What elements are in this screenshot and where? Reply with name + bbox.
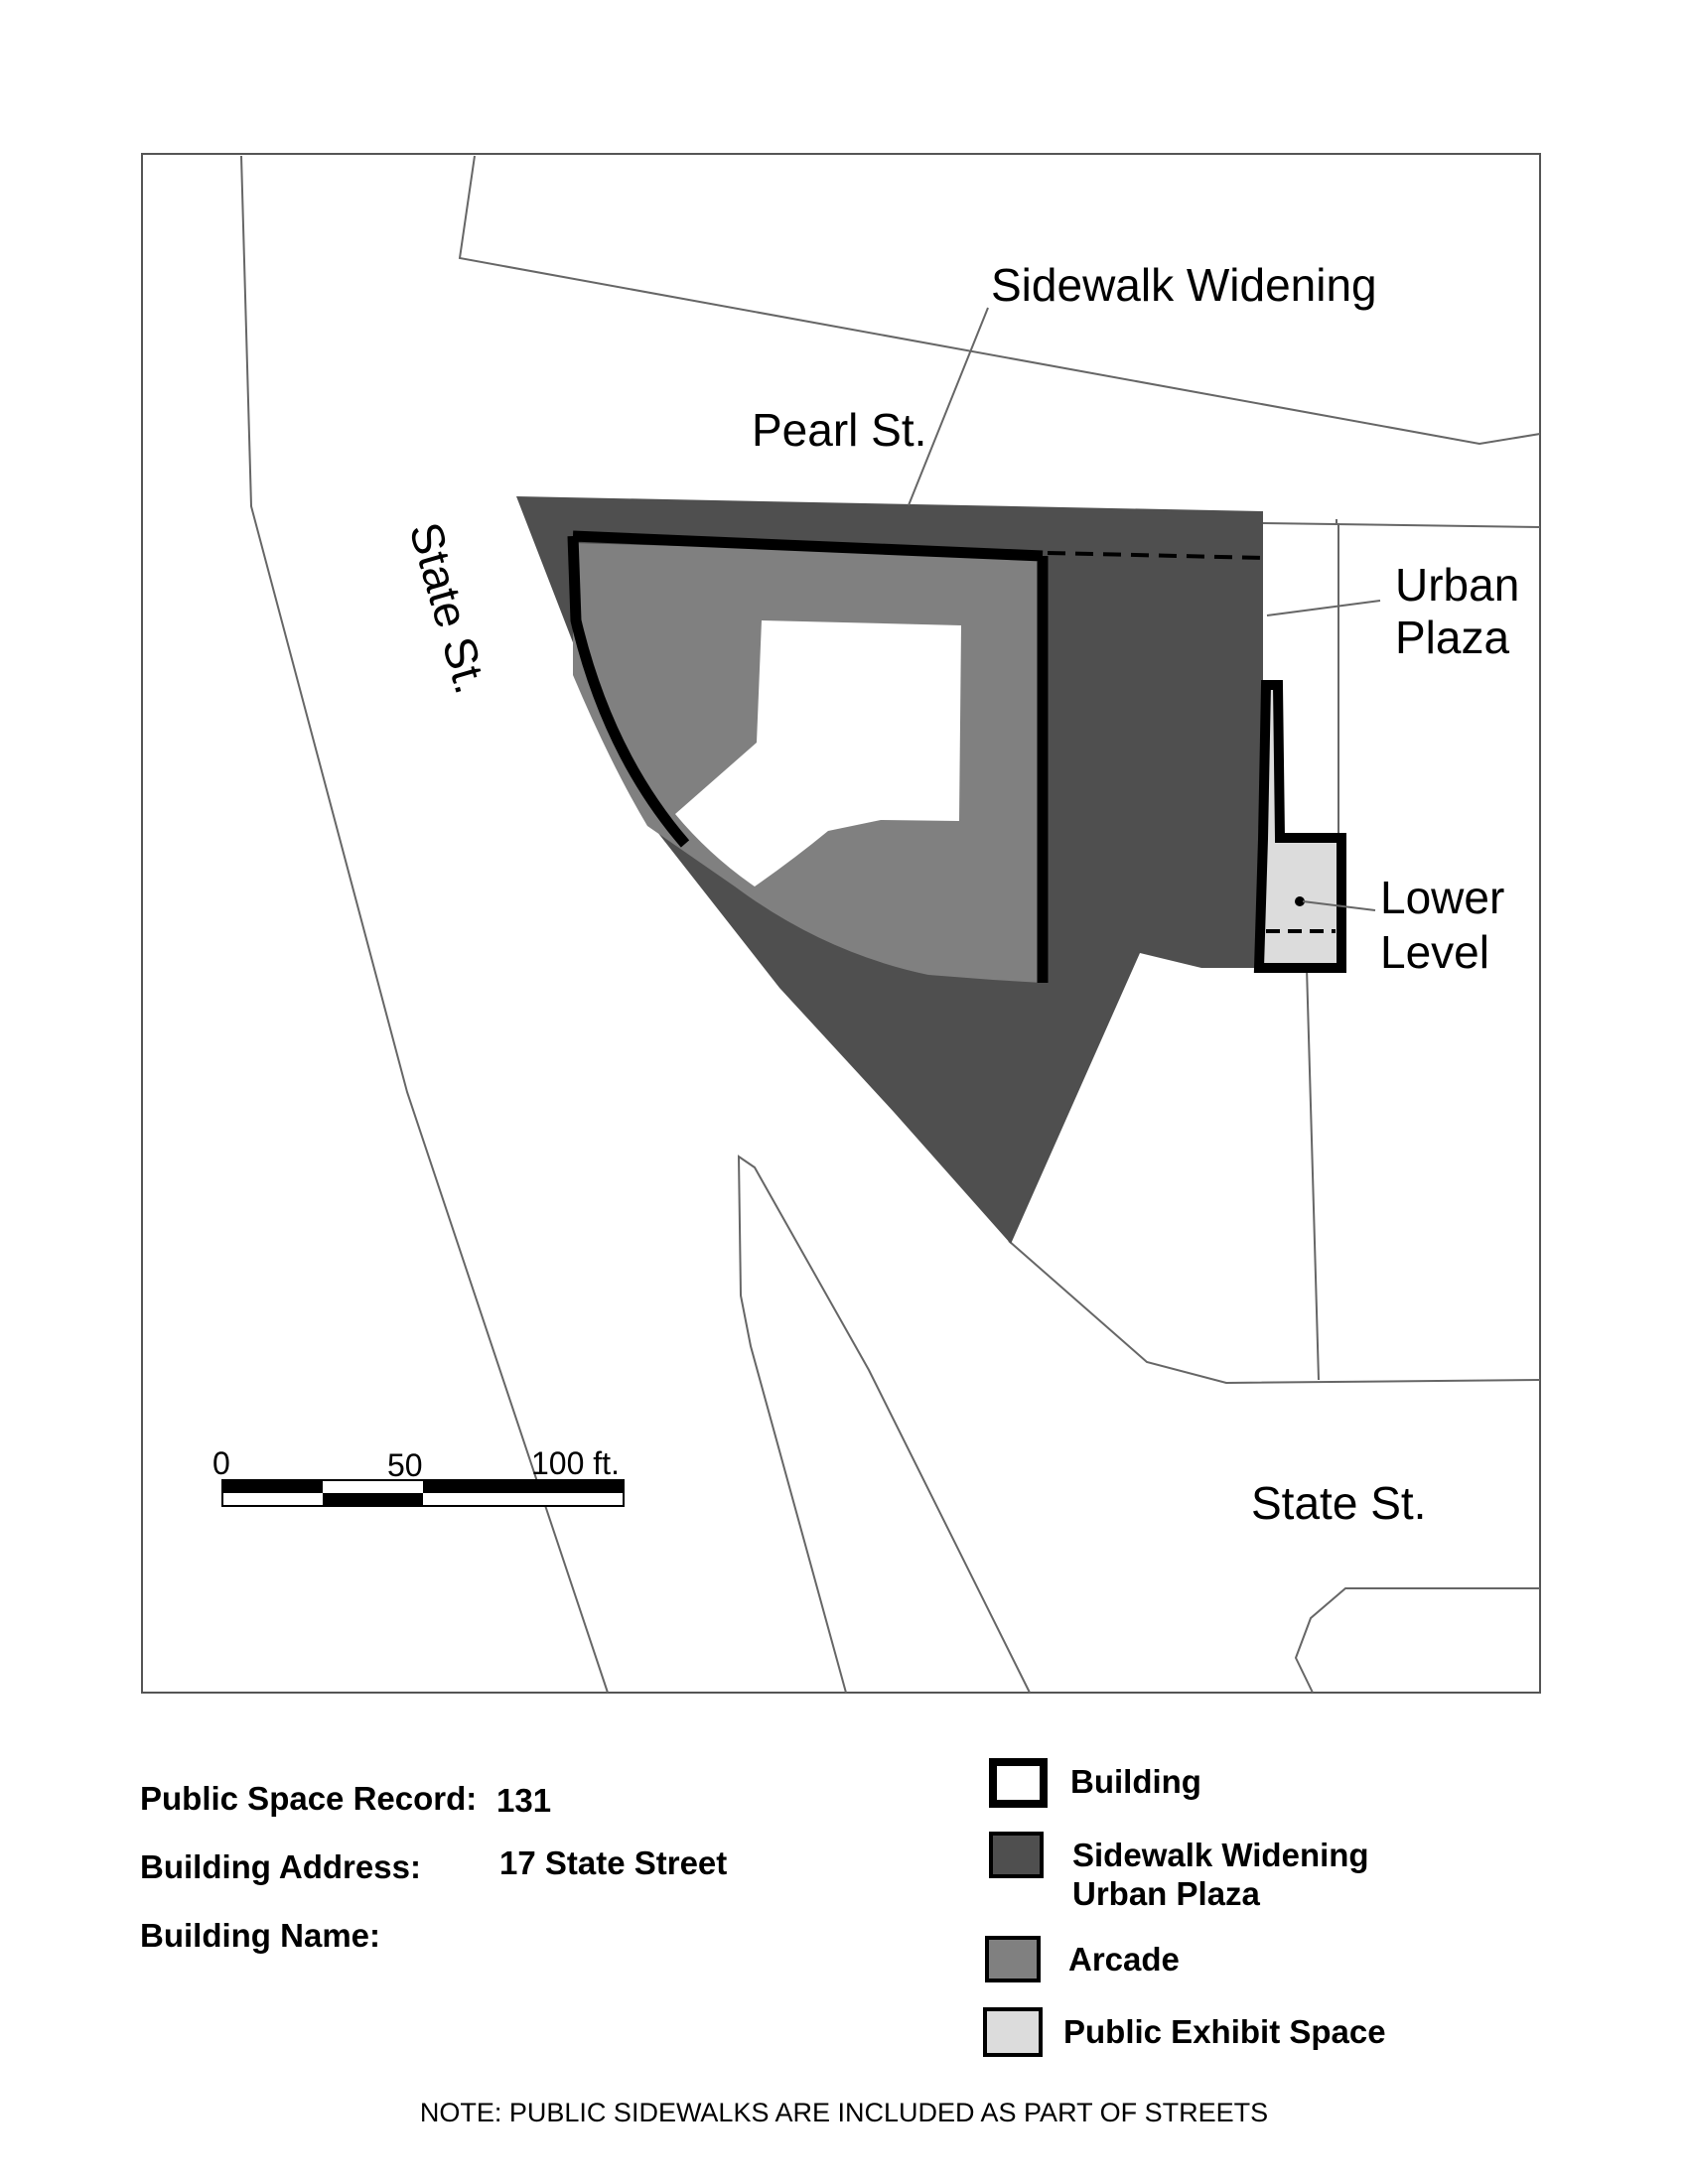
label-state-st-south: State St. (1251, 1477, 1427, 1529)
label-sidewalk-widening: Sidewalk Widening (991, 259, 1377, 311)
label-pearl-st: Pearl St. (752, 404, 927, 456)
address-value: 17 State Street (499, 1844, 728, 1881)
legend-label-urban-plaza: Urban Plaza (1072, 1875, 1260, 1912)
record-value: 131 (496, 1782, 552, 1819)
scale-label-50: 50 (387, 1447, 423, 1483)
legend-swatch-public-exhibit-space (983, 2007, 1043, 2057)
label-urban: Urban (1395, 559, 1520, 611)
legend-label-public-exhibit-space: Public Exhibit Space (1063, 2013, 1386, 2050)
legend-swatch-building (989, 1758, 1048, 1808)
scale-bar-segment-2 (323, 1493, 423, 1506)
scale-label-100: 100 ft. (531, 1445, 620, 1481)
record-label: Public Space Record: (140, 1780, 478, 1817)
legend-swatch-sidewalk-widening (989, 1832, 1044, 1878)
label-lower: Lower (1380, 872, 1505, 923)
label-plaza: Plaza (1395, 612, 1510, 663)
label-state-st-west: State St. (399, 516, 498, 700)
label-level: Level (1380, 926, 1489, 978)
legend-label-sidewalk-widening: Sidewalk Widening (1072, 1837, 1369, 1873)
scale-bar-segment-3 (423, 1480, 624, 1493)
scale-label-0: 0 (212, 1445, 230, 1481)
name-label: Building Name: (140, 1917, 381, 1954)
legend-label-building: Building (1070, 1763, 1201, 1800)
address-label: Building Address: (140, 1848, 421, 1885)
scale-bar-segment-1 (222, 1480, 323, 1493)
footer-note: NOTE: PUBLIC SIDEWALKS ARE INCLUDED AS PART OF STREETS (419, 2098, 1269, 2127)
legend-swatch-arcade (985, 1936, 1041, 1982)
legend-label-arcade: Arcade (1068, 1941, 1180, 1978)
